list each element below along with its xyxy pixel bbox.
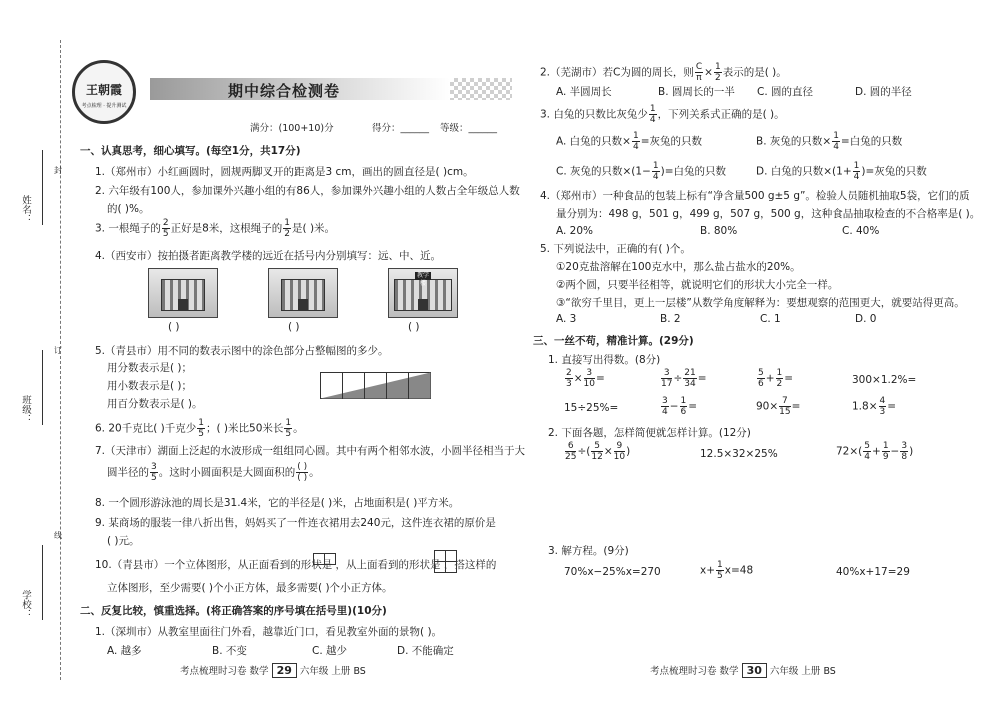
equation-2: x+ $\frac{1}{5}$ x=48 xyxy=(700,560,754,581)
simplify-2: 12.5×32×25% xyxy=(700,448,778,460)
calc-item: 1.8× $\frac{4}{3}$ = xyxy=(852,396,897,417)
equation-1: 70%x−25%x=270 xyxy=(564,566,661,578)
calc-2-heading: 2. 下面各题，怎样简便就怎样计算。(12分) xyxy=(548,427,751,439)
school-label: 学校： xyxy=(20,590,31,619)
option-c: C. 40% xyxy=(842,225,880,237)
calc-item: 15÷25%= xyxy=(564,402,619,414)
option-b: B. 2 xyxy=(660,313,681,325)
option-a: A. 越多 xyxy=(107,645,142,657)
title-checker xyxy=(450,78,512,100)
brand-logo: 王朝霞 考点梳理 · 提升测试 xyxy=(72,60,136,124)
school-photo-near: 教学楼 xyxy=(388,268,458,318)
equation-3: 40%x+17=29 xyxy=(836,566,910,578)
option-b: B. 灰兔的只数× $\frac{1}{4}$ =白兔的只数 xyxy=(756,131,903,152)
option-b: B. 圆周长的一半 xyxy=(658,86,735,98)
choice-4-cont: 量分别为：498 g，501 g，499 g，507 g，500 g，这种食品抽取检查的不合格率是( )。 xyxy=(556,208,981,220)
score-field: 得分：______ xyxy=(372,123,430,134)
option-b: B. 不变 xyxy=(212,645,247,657)
question-6: 6. 20千克比( )千克少 $\frac{1}{5}$ ；( )米比50米长 $\frac{1}{5}$ 。 xyxy=(95,418,304,439)
question-10-cont: 立体图形，至少需要( )个小正方体，最多需要( )个小正方体。 xyxy=(107,582,393,594)
calc-item: 90× $\frac{7}{15}$ = xyxy=(756,396,801,417)
front-view-shape xyxy=(313,553,337,567)
shaded-figure xyxy=(320,372,432,400)
choice-5: 5. 下列说法中，正确的有( )个。 xyxy=(540,243,691,255)
question-9-cont: ( )元。 xyxy=(107,535,140,547)
question-9: 9. 某商场的服装一律八折出售，妈妈买了一件连衣裙用去240元，这件连衣裙的原价是 xyxy=(95,517,496,529)
answer-blank[interactable]: ( ) xyxy=(168,321,180,333)
question-5-percent: 用百分数表示是( )。 xyxy=(107,398,203,410)
option-a: A. 半圆周长 xyxy=(556,86,612,98)
question-7-cont: 圆半径的 $\frac{3}{5}$ 。这时小圆面积是大圆面积的 $\frac{( )}{( )}$ 。 xyxy=(107,462,320,483)
question-5-decimal: 用小数表示是( )； xyxy=(107,380,193,392)
option-a: A. 白兔的只数× $\frac{1}{4}$ =灰兔的只数 xyxy=(556,131,703,152)
option-d: D. 白兔的只数×(1+ $\frac{1}{4}$ )=灰兔的只数 xyxy=(756,161,927,182)
calc-item: $\frac{5}{6}$ + $\frac{1}{2}$ = xyxy=(758,368,794,389)
option-c: C. 灰兔的只数×(1− $\frac{1}{4}$ )=白兔的只数 xyxy=(556,161,727,182)
simplify-3: 72×( $\frac{5}{4}$ + $\frac{1}{9}$ − $\frac{3}{8}$ ) xyxy=(836,441,914,462)
calc-item: 300×1.2%= xyxy=(852,374,917,386)
calc-item: $\frac{2}{3}$ × $\frac{3}{10}$ = xyxy=(566,368,605,389)
option-c: C. 圆的直径 xyxy=(757,86,814,98)
calc-3-heading: 3. 解方程。(9分) xyxy=(548,545,629,557)
option-a: A. 3 xyxy=(556,313,577,325)
option-b: B. 80% xyxy=(700,225,738,237)
question-7: 7.（天津市）湖面上泛起的水波形成一组组同心圆。其中有两个相邻水波，小圆半径相当于大 xyxy=(95,445,526,457)
question-3: 3. 一根绳子的 $\frac{2}{5}$ 正好是8米，这根绳子的 $\frac{1}{2}$ 是( )米。 xyxy=(95,218,336,239)
question-4: 4.（西安市）按拍摄者距离教学楼的远近在括号内分别填写：远、中、近。 xyxy=(95,250,442,262)
choice-3: 3. 白兔的只数比灰兔少 $\frac{1}{4}$ ，下列关系式正确的是( )。 xyxy=(540,104,785,125)
statement-2: ②两个圆，只要半径相等，就说明它们的形状大小完全一样。 xyxy=(556,279,839,291)
school-photo-far xyxy=(148,268,218,318)
footer-right: 考点梳理时习卷 数学 30 六年级 上册 BS xyxy=(650,664,836,677)
calc-item: $\frac{3}{4}$ − $\frac{1}{6}$ = xyxy=(662,396,698,417)
statement-3: ③“欲穷千里目，更上一层楼”从数学角度解释为：要想观察的范围更大，就要站得更高。 xyxy=(556,297,965,309)
margin-mark: 线 xyxy=(54,531,62,540)
question-5-fraction: 用分数表示是( )； xyxy=(107,362,193,374)
question-1: 1.（郑州市）小红画圆时，圆规两脚叉开的距离是3 cm，画出的圆直径是( )cm。 xyxy=(95,166,474,178)
margin-mark: 封 xyxy=(54,166,62,175)
answer-blank[interactable]: ( ) xyxy=(408,321,420,333)
top-view-shape xyxy=(434,550,458,574)
option-d: D. 不能确定 xyxy=(397,645,454,657)
question-10: 10.（青县市）一个立体图形，从正面看到的形状是 ，从上面看到的形状是 ，搭这样的 xyxy=(95,559,497,571)
option-d: D. 圆的半径 xyxy=(855,86,912,98)
binding-line xyxy=(60,40,61,680)
question-8: 8. 一个圆形游泳池的周长是31.4米，它的半径是( )米，占地面积是( )平方米。 xyxy=(95,497,460,509)
choice-2: 2.（芜湖市）若C为圆的周长，则 $\frac{C}{\pi}$ × $\frac{1}{2}$ 表示的是( )。 xyxy=(540,62,787,83)
calc-1-heading: 1. 直接写出得数。(8分) xyxy=(548,354,661,366)
footer-left: 考点梳理时习卷 数学 29 六年级 上册 BS xyxy=(180,664,366,677)
option-c: C. 1 xyxy=(760,313,781,325)
school-photo-middle xyxy=(268,268,338,318)
option-c: C. 越少 xyxy=(312,645,348,657)
calc-item: $\frac{3}{17}$ ÷ $\frac{21}{34}$ = xyxy=(661,368,707,389)
class-label: 班级： xyxy=(20,395,31,424)
section-3-heading: 三、一丝不苟，精准计算。(29分) xyxy=(533,335,694,347)
full-score: 满分：(100+10)分 xyxy=(250,123,334,134)
choice-4: 4.（郑州市）一种食品的包装上标有“净含量500 g±5 g”。检验人员随机抽取5袋，它们的质 xyxy=(540,190,970,202)
section-1-heading: 一、认真思考，细心填写。(每空1分，共17分) xyxy=(80,145,301,157)
section-2-heading: 二、反复比较，慎重选择。(将正确答案的序号填在括号里)(10分) xyxy=(80,605,387,617)
name-label: 姓名： xyxy=(20,195,31,224)
option-d: D. 0 xyxy=(855,313,877,325)
question-2-cont: 的( )%。 xyxy=(107,203,150,215)
option-a: A. 20% xyxy=(556,225,594,237)
simplify-1: $\frac{6}{25}$ ÷( $\frac{5}{12}$ × $\frac{9}{10}$ ) xyxy=(565,441,631,462)
answer-blank[interactable]: ( ) xyxy=(288,321,300,333)
question-2: 2. 六年级有100人，参加课外兴趣小组的有86人，参加课外兴趣小组的人数占全年级总人数 xyxy=(95,185,520,197)
grade-field: 等级：______ xyxy=(440,123,498,134)
margin-mark: 订 xyxy=(54,346,62,355)
choice-1: 1.（深圳市）从教室里面往门外看，越靠近门口，看见教室外面的景物( )。 xyxy=(95,626,443,638)
question-5: 5.（青县市）用不同的数表示图中的涂色部分占整幅图的多少。 xyxy=(95,345,389,357)
page-title: 期中综合检测卷 xyxy=(228,82,341,100)
statement-1: ①20克盐溶解在100克水中，那么盐占盐水的20%。 xyxy=(556,261,801,273)
